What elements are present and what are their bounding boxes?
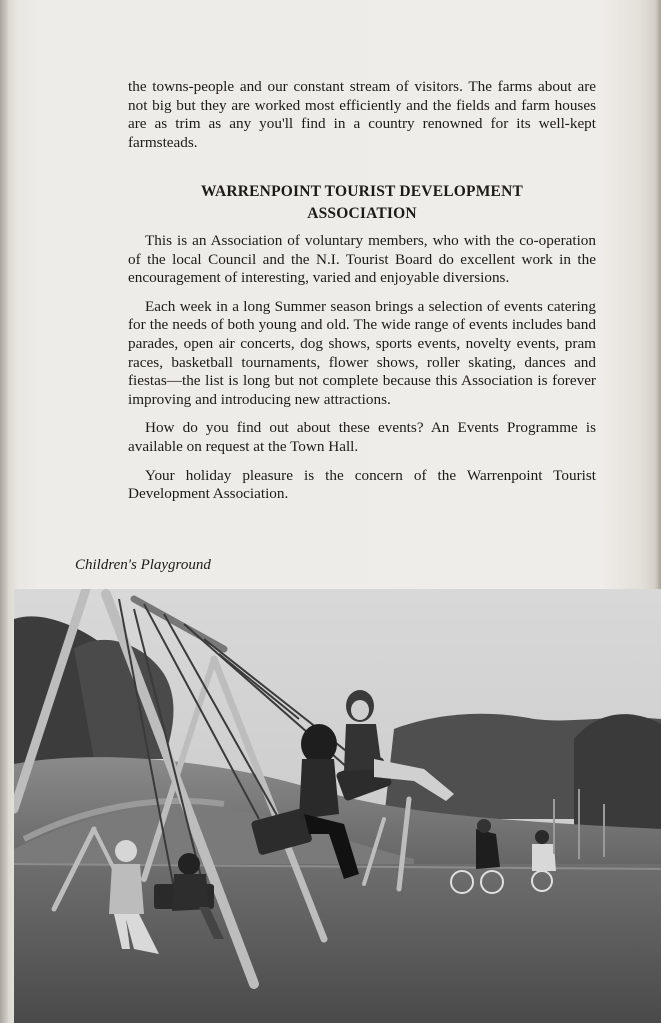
section-heading-line-2: ASSOCIATION <box>307 205 417 222</box>
section-heading-line-1: WARRENPOINT TOURIST DEVELOPMENT <box>200 183 523 200</box>
playground-photo-image <box>14 589 661 1023</box>
body-paragraph: How do you find out about these events? An Events Programme is available on request at the Town Hall. <box>128 419 596 455</box>
page-binding-edge <box>0 0 8 1023</box>
section-heading <box>128 181 596 225</box>
body-paragraph: Your holiday pleasure is the concern of the Warrenpoint Tourist Development Association. <box>128 466 596 503</box>
section-body <box>128 232 596 514</box>
intro-paragraph: the towns-people and our constant stream of visitors. The farms about are not big but they are worked most efficiently and the fields and farm houses are as trim as any you'll find in a country renowned for its well-kept farmsteads. <box>128 78 596 151</box>
playground-photo <box>14 589 661 1023</box>
body-paragraph: This is an Association of voluntary members, who with the co-operation of the local Council and the N.I. Tourist Board do excellent work in the encouragement of interesting, varied and enjoyable diversions. <box>128 232 596 287</box>
photo-caption: Children's Playground <box>75 557 211 573</box>
body-paragraph: Each week in a long Summer season brings a selection of events catering for the needs of both young and old. The wide range of events includes band parades, open air concerts, dog shows, sports events, novelty events, pram races, basketball tournaments, flower shows, roller skating, dances and fiestas—the list is long but not complete because this Association is forever improving and introducing new attractions. <box>128 297 596 408</box>
tree-right <box>574 714 661 829</box>
